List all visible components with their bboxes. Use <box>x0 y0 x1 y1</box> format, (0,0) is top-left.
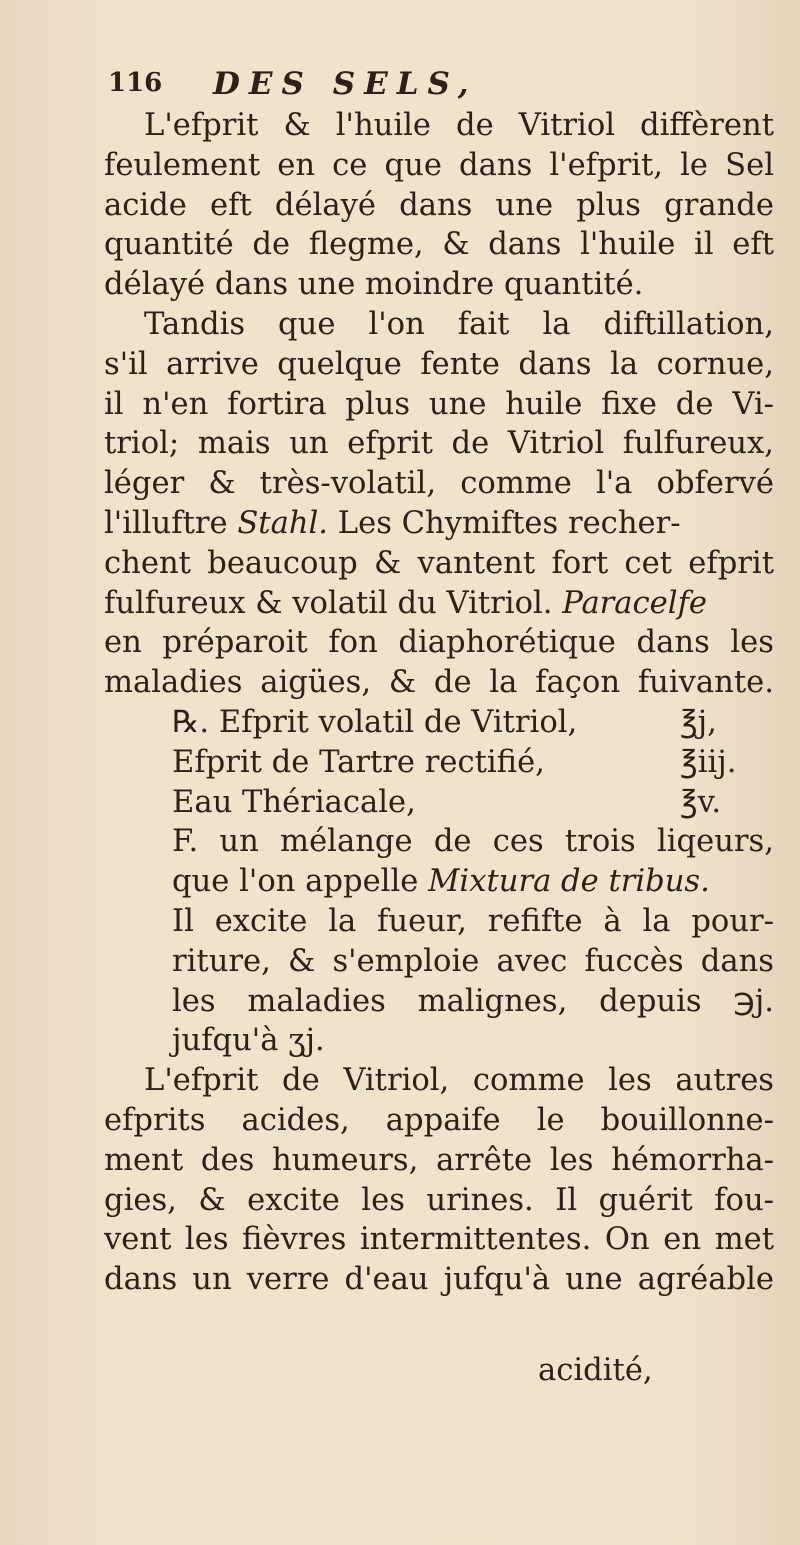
text-line: quantité de flegme, & dans l'huile il eft <box>104 227 774 263</box>
text-line: ment des humeurs, arrête les hémorrha- <box>104 1142 774 1178</box>
text-line: chent beaucoup & vantent fort cet efprit <box>104 545 774 581</box>
text-line: les maladies malignes, depuis ℈j. <box>172 983 774 1019</box>
recipe-quantity: ℥j, <box>680 704 717 740</box>
text-line: L'efprit & l'huile de Vitriol diffèrent <box>144 108 774 143</box>
text-line: délayé dans une moindre quantité. <box>104 267 644 303</box>
text-line: acide eft délayé dans une plus grande <box>104 187 774 223</box>
text-line: dans un verre d'eau jufqu'à une agréable <box>104 1262 774 1298</box>
text-segment: Les Chymiftes recher- <box>328 505 681 541</box>
recipe-quantity: ℥v. <box>680 784 722 820</box>
text-line: en préparoit fon diaphorétique dans les <box>104 625 774 661</box>
text-line <box>104 584 774 624</box>
text-line: Il excite la fueur, refifte à la pour- <box>172 903 774 939</box>
text-segment: l'illuftre <box>104 505 238 541</box>
text-line: triol; mais un efprit de Vitriol fulfureux, <box>104 426 774 462</box>
text-line: vent les fièvres intermittentes. On en met <box>104 1222 774 1258</box>
latin-term: Mixtura de tribus. <box>428 864 710 900</box>
recipe-ingredient: ℞. Efprit volatil de Vitriol, <box>172 704 578 740</box>
author-name-paracelse: Paracelfe <box>562 585 708 621</box>
body-text <box>104 106 774 1300</box>
text-segment: que l'on appelle <box>172 864 429 900</box>
text-line: gies, & excite les urines. Il guérit fou- <box>104 1182 774 1218</box>
text-line: léger & très-volatil, comme l'a obfervé <box>104 466 774 502</box>
recipe-quantity: ℥iij. <box>680 744 737 780</box>
text-line: riture, & s'emploie avec fuccès dans <box>172 943 774 979</box>
text-line <box>104 862 774 902</box>
text-line: jufqu'à ʒj. <box>172 1023 325 1059</box>
catchword: acidité, <box>538 1353 653 1388</box>
text-line <box>104 504 774 544</box>
text-line: efprits acides, appaife le bouillonne- <box>104 1102 774 1138</box>
text-line: maladies aigües, & de la façon fuivante. <box>104 665 774 701</box>
text-segment: fulfureux & volatil du Vitriol. <box>104 585 563 621</box>
text-line: Tandis que l'on fait la diftillation, <box>144 306 774 342</box>
recipe-line <box>104 783 774 823</box>
text-line: F. un mélange de ces trois liqeurs, <box>172 824 774 860</box>
recipe-line <box>104 743 774 783</box>
author-name-stahl: Stahl. <box>237 505 329 541</box>
text-line: feulement en ce que dans l'efprit, le Sel <box>104 147 774 183</box>
page-number: 116 <box>108 68 163 98</box>
recipe-line <box>104 703 774 743</box>
page-header <box>108 66 708 106</box>
text-line: s'il arrive quelque fente dans la cornue, <box>104 346 774 382</box>
recipe-ingredient: Eau Thériacale, <box>172 784 416 820</box>
recipe-ingredient: Efprit de Tartre rectifié, <box>172 744 545 780</box>
text-line: L'efprit de Vitriol, comme les autres <box>144 1063 774 1099</box>
running-head: DES SELS, <box>213 66 478 102</box>
text-line: il n'en fortira plus une huile fixe de Vi- <box>104 386 774 422</box>
